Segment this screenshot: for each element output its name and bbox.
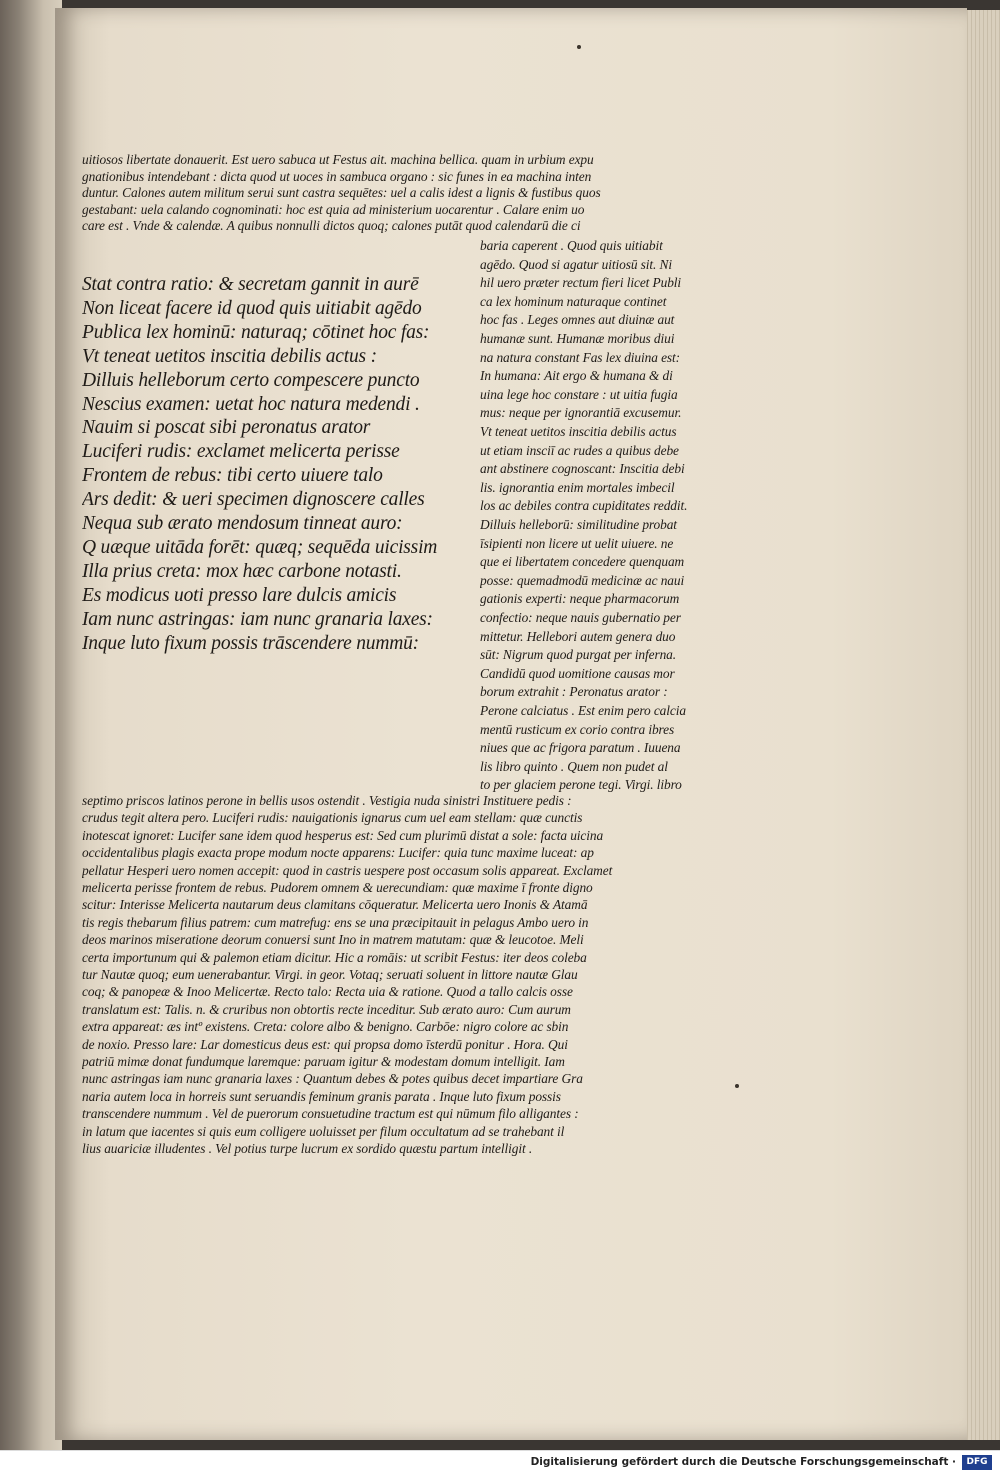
bottom-paragraph-line: deos marinos miseratione deorum conuersi sunt Ino in matrem matutam: quæ & leucotoe. Meli — [82, 932, 584, 948]
commentary-line: confectio: neque nauis gubernatio per — [480, 610, 681, 625]
bottom-paragraph-line: transcendere nummum . Vel de puerorum consuetudine tractum est qui nūmum filo alligantes : — [82, 1106, 579, 1122]
poem-line: Nauim si poscat sibi peronatus arator — [82, 417, 371, 439]
bottom-paragraph-line: coq; & panopeæ & Inoo Melicertæ. Recto talo: Recta uia & ratione. Quod a tallo calcis osse — [82, 984, 573, 1000]
commentary-line: niues que ac frigora paratum . Iuuena — [480, 740, 681, 756]
ink-speck — [577, 45, 581, 49]
poem-line: Publica lex hominū: naturaq; cōtinet hoc fas: — [82, 321, 430, 343]
commentary-line: sūt: Nigrum quod purgat per inferna. — [480, 647, 677, 663]
left-page-edge — [0, 0, 62, 1450]
bottom-paragraph-line: tur Nautæ quoq; eum uenerabantur. Virgi. in geor. Votaq; seruati soluent in littore nautæ Glau — [82, 967, 578, 982]
bottom-paragraph-line: septimo priscos latinos perone in bellis usos ostendit . Vestigia nuda sinistri Instituere pedis : — [82, 793, 572, 808]
bottom-paragraph-line: naria autem loca in horreis sunt seruandis feminum granis parata . Inque luto fixum possis — [82, 1088, 561, 1104]
commentary-line: ca lex hominum naturaque continet — [480, 293, 667, 309]
commentary-line: mittetur. Hellebori autem genera duo — [480, 628, 676, 644]
bottom-paragraph-line: inotescat ignoret: Lucifer sane idem quod hesperus est: Sed cum plurimū distat a sole: facta uicina — [82, 827, 604, 843]
bottom-paragraph-line: in latum que iacentes si quis eum colligere uoluisset per filum occultatum ad se trahebant il — [82, 1123, 565, 1139]
commentary-line: posse: quemadmodū medicinæ ac naui — [480, 572, 685, 588]
poem-line: Non liceat facere id quod quis uitiabit agēdo — [82, 297, 422, 319]
commentary-line: los ac debiles contra cupiditates reddit. — [480, 498, 688, 514]
commentary-line: Candidū quod uomitione causas mor — [480, 665, 675, 681]
bottom-paragraph-line: scitur: Interisse Melicerta nautarum deus clamitans cōqueratur. Melicerta uero Inonis & Atamā — [82, 897, 588, 913]
bottom-paragraph-line: crudus tegit altera pero. Luciferi rudis: nauigationis ignarus cum uel eam stellam: quæ cunctis — [82, 810, 583, 826]
bottom-paragraph-line: nunc astringas iam nunc granaria laxes : Quantum debes & potes quibus decet impartiare Gra — [82, 1071, 583, 1087]
commentary-line: īsipienti non licere ut uelit uiuere. ne — [480, 535, 674, 551]
bottom-paragraph-line: tis regis thebarum filius patrem: cum matrefug: ens se una præcipitauit in pelagus Ambo uero in — [82, 914, 589, 930]
commentary-line: lis. ignorantia enim mortales imbecil — [480, 479, 675, 495]
bottom-paragraph-line: pellatur Hesperi uero nomen accepit: quod in castris uespere post occasum solis appareat. Exclamet — [82, 862, 613, 878]
commentary-line: Dilluis helleborū: similitudine probat — [480, 517, 677, 532]
commentary-line: hil uero præter rectum fieri licet Publi — [480, 275, 682, 291]
commentary-line: In humana: Ait ergo & humana & di — [480, 368, 673, 384]
bottom-paragraph-line: de noxio. Presso lare: Lar domesticus deus est: qui propsa domo īsterdū ponitur . Hora. Qui — [82, 1036, 568, 1052]
commentary-line: ant abstinere cognoscant: Inscitia debi — [480, 461, 685, 477]
poem-line: Illa prius creta: mox hæc carbone notasti. — [82, 560, 402, 582]
bottom-paragraph-line: lius auariciæ illudentes . Vel potius turpe lucrum ex sordido quæstu partum intelligit . — [82, 1141, 533, 1156]
commentary-line: agēdo. Quod si agatur uitiosū sit. Ni — [480, 256, 672, 272]
top-paragraph-line: gnationibus intendebant : dicta quod ut uoces in sambuca organo : sic funes in ea machina inten — [82, 168, 592, 184]
top-paragraph-line: duntur. Calones autem militum serui sunt castra sequētes: uel a calis idest a lignis & fustibus quos — [82, 185, 601, 201]
top-paragraph-line: gestabant: uela calando cognominati: hoc est quia ad ministerium uocarentur . Calare enim uo — [82, 201, 585, 217]
poem-line: Inque luto fixum possis trāscendere nummū: — [82, 632, 419, 654]
poem-line: Frontem de rebus: tibi certo uiuere talo — [82, 465, 383, 487]
footer-bar — [0, 1450, 1000, 1475]
commentary-line: ut etiam insciī ac rudes a quibus debe — [480, 442, 679, 458]
poem-line: Vt teneat uetitos inscitia debilis actus : — [82, 345, 377, 367]
commentary-line: gationis experti: neque pharmacorum — [480, 591, 680, 607]
bottom-paragraph-line: patriū mimæ donat fundumque laremque: paruam igitur & modestam domum intelligit. Iam — [82, 1054, 565, 1069]
dfg-logo: DFG — [962, 1455, 992, 1470]
poem-line: Ars dedit: & ueri specimen dignoscere calles — [82, 489, 425, 511]
poem-line: Es modicus uoti presso lare dulcis amicis — [82, 584, 397, 606]
bottom-paragraph-line: occidentalibus plagis exacta prope modum nocte apparens: Lucifer: quia tunc maxime luceat: ap — [82, 845, 594, 861]
commentary-line: borum extrahit : Peronatus arator : — [480, 684, 668, 700]
top-paragraph-line: uitiosos libertate donauerit. Est uero sabuca ut Festus ait. machina bellica. quam in urbium expu — [82, 152, 594, 167]
commentary-line: na natura constant Fas lex diuina est: — [480, 349, 681, 365]
commentary-line: uina lege hoc constare : ut uitia fugia — [480, 386, 678, 402]
poem-line: Nescius examen: uetat hoc natura medendi . — [82, 393, 420, 415]
book-page — [55, 8, 967, 1440]
poem-line: Dilluis helleborum certo compescere puncto — [82, 369, 420, 391]
bottom-paragraph-line: melicerta perisse frontem de rebus. Pudorem omnem & uerecundiam: quæ maxime ī fronte digno — [82, 880, 593, 895]
poem-line: Nequa sub ærato mendosum tinneat auro: — [82, 513, 403, 534]
bottom-paragraph-line: extra appareat: æs intº existens. Creta: colore albo & benigno. Carbōe: nigro colore ac sbin — [82, 1019, 569, 1035]
bottom-paragraph-line: translatum est: Talis. n. & cruribus non obtortis recte inceditur. Sub ærato auro: Cum aurum — [82, 1001, 571, 1017]
commentary-line: lis libro quinto . Quem non pudet al — [480, 758, 668, 774]
poem-line: Luciferi rudis: exclamet melicerta perisse — [82, 441, 400, 463]
commentary-line: mus: neque per ignorantiā excusemur. — [480, 405, 682, 421]
commentary-line: humanæ sunt. Humanæ moribus diui — [480, 331, 675, 346]
top-paragraph-line: care est . Vnde & calendæ. A quibus nonnulli dictos quoq; calones putāt quod calendarū die ci — [82, 218, 581, 234]
commentary-line: to per glaciem perone tegi. Virgi. libro — [480, 777, 682, 793]
bottom-paragraph-line: certa importunum qui & palemon etiam dicitur. Hic a romāis: ut scribit Festus: iter deos coleba — [82, 949, 587, 965]
commentary-line: hoc fas . Leges omnes aut diuinæ aut — [480, 312, 675, 328]
commentary-line: que ei libertatem concedere quenquam — [480, 554, 685, 570]
commentary-line: baria caperent . Quod quis uitiabit — [480, 238, 663, 253]
commentary-line: Vt teneat uetitos inscitia debilis actus — [480, 424, 677, 439]
footer-credit: Digitalisierung gefördert durch die Deutsche Forschungsgemeinschaft · — [530, 1456, 956, 1468]
poem-line: Stat contra ratio: & secretam gannit in aurē — [82, 274, 419, 295]
poem-line: Iam nunc astringas: iam nunc granaria laxes: — [82, 608, 433, 630]
commentary-line: Perone calciatus . Est enim pero calcia — [480, 703, 686, 718]
poem-line: Q uæque uitāda forēt: quæq; sequēda uicissim — [82, 536, 438, 558]
commentary-line: mentū rusticum ex corio contra ibres — [480, 721, 675, 737]
